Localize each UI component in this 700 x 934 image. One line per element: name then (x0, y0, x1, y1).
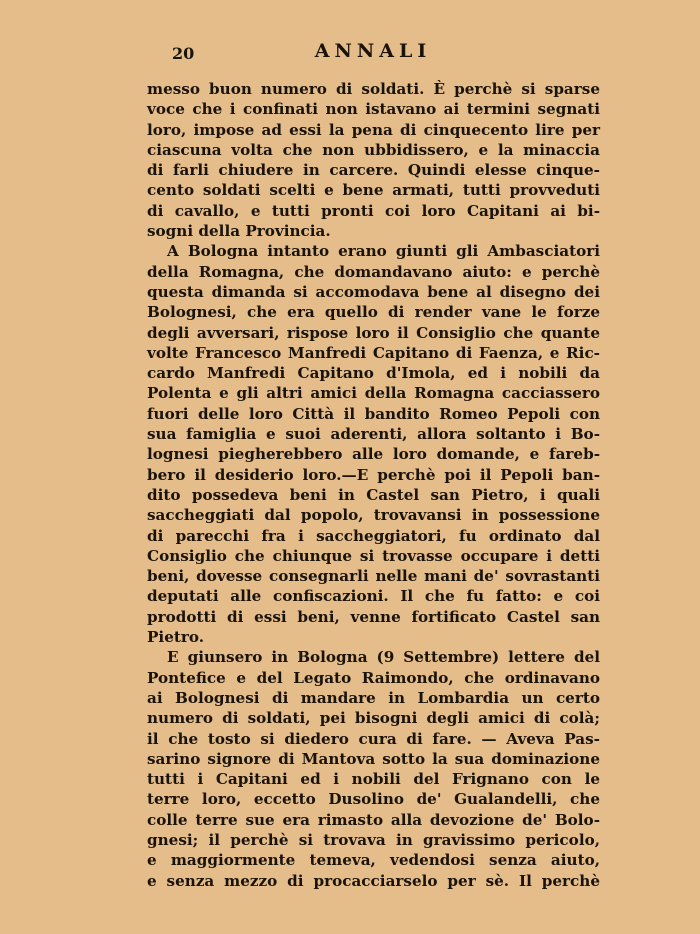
text-line: numero di soldati, pei bisogni degli amici di colà; (147, 709, 600, 728)
text-line: E giunsero in Bologna (9 Settembre) lettere del (167, 648, 600, 667)
text-line: e maggiormente temeva, vedendosi senza aiuto, (147, 851, 600, 870)
text-line: fuori delle loro Città il bandito Romeo Pepoli con (147, 404, 600, 423)
text-line: Pietro. (147, 628, 205, 647)
text-line: sua famiglia e suoi aderenti, allora soltanto i Bo- (147, 425, 600, 444)
text-line: di farli chiudere in carcere. Quindi elesse cinque- (147, 161, 600, 180)
text-line: questa dimanda si accomodava bene al disegno dei (147, 282, 600, 301)
running-title: ANNALI (314, 40, 432, 62)
text-line: tutti i Capitani ed i nobili del Frignano con le (147, 770, 600, 789)
text-line: Polenta e gli altri amici della Romagna cacciassero (147, 384, 600, 403)
text-line: beni, dovesse consegnarli nelle mani de' sovrastanti (147, 567, 600, 586)
text-line: saccheggiati dal popolo, trovavansi in possessione (147, 506, 600, 525)
text-line: loro, impose ad essi la pena di cinquecento lire per (147, 120, 600, 139)
text-line: gnesi; il perchè si trovava in gravissimo pericolo, (147, 830, 600, 849)
text-line: e senza mezzo di procacciarselo per sè. Il perchè (147, 871, 600, 890)
text-line: il che tosto si diedero cura di fare. — Aveva Pas- (147, 729, 600, 748)
text-line: deputati alle confiscazioni. Il che fu fatto: e coi (147, 587, 600, 606)
text-line: dito possedeva beni in Castel san Pietro, i quali (147, 485, 600, 504)
text-line: ai Bolognesi di mandare in Lombardia un certo (147, 688, 600, 707)
text-line: bero il desiderio loro.—E perchè poi il Pepoli ban- (147, 465, 600, 484)
text-line: Consiglio che chiunque si trovasse occupare i detti (147, 546, 600, 565)
page-number: 20 (172, 44, 195, 63)
text-line: prodotti di essi beni, venne fortificato Castel san (147, 607, 600, 626)
text-line: terre loro, eccetto Dusolino de' Gualandelli, che (147, 790, 600, 809)
text-line: cento soldati scelti e bene armati, tutti provveduti (147, 181, 600, 200)
text-line: Bolognesi, che era quello di render vane le forze (147, 303, 600, 322)
text-line: degli avversari, rispose loro il Consiglio che quante (147, 323, 600, 342)
text-line: della Romagna, che domandavano aiuto: e perchè (147, 262, 600, 281)
text-line: volte Francesco Manfredi Capitano di Faenza, e Ric- (147, 343, 600, 362)
text-line: cardo Manfredi Capitano d'Imola, ed i nobili da (147, 364, 600, 383)
text-line: messo buon numero di soldati. È perchè si sparse (147, 80, 600, 98)
text-line: sogni della Provincia. (147, 222, 331, 241)
page-header (146, 40, 600, 68)
text-line: lognesi piegherebbero alle loro domande, e fareb- (147, 445, 600, 464)
text-line: sarino signore di Mantova sotto la sua dominazione (147, 749, 600, 768)
text-line: colle terre sue era rimasto alla devozione de' Bolo- (147, 810, 600, 829)
text-line: A Bologna intanto erano giunti gli Ambasciatori (167, 242, 600, 261)
text-line: di cavallo, e tutti pronti coi loro Capitani ai bi- (147, 201, 600, 220)
body-text (147, 79, 600, 891)
text-line: voce che i confinati non istavano ai termini segnati (147, 100, 600, 119)
text-line: ciascuna volta che non ubbidissero, e la minaccia (147, 140, 600, 159)
text-line: di parecchi fra i saccheggiatori, fu ordinato dal (147, 526, 600, 545)
text-line: Pontefice e del Legato Raimondo, che ordinavano (147, 668, 600, 687)
